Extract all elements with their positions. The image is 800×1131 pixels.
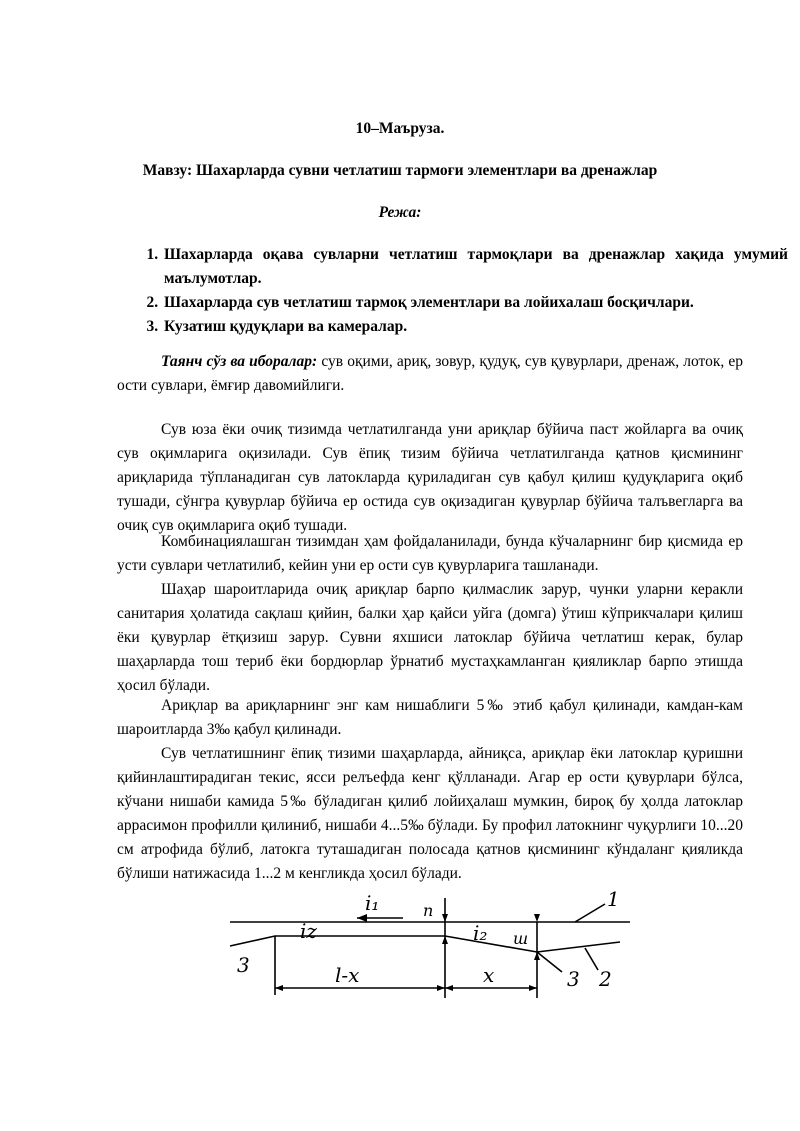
arrow-head-icon [529, 985, 537, 991]
label-3-left: 3 [237, 953, 250, 977]
lecture-topic: Мавзу: Шахарларда сувни четлатиш тармоғи элементлари ва дренажлар [142, 162, 658, 179]
label-i2-right: i₂ [473, 921, 488, 945]
leader-1 [575, 904, 605, 922]
label-span-left: l-x [335, 963, 360, 987]
keywords-paragraph [117, 350, 743, 398]
paragraph-5: Сув четлатишнинг ёпиқ тизими шаҳарларда, айниқса, ариқлар ёки латоклар қуришни қийинлаштирадиган текис, ясси релъефда кенг қўлланади. Агар ер ости қувурлари бўлса, кўчани нишаби камида 5‰ бўладиган қилиб лойиҳалаш мумкин, бироқ бу ҳолда латоклар аррасимон профилли қилиниб, нишаби 4...5‰ бўлади. Бу профил латокнинг чуқурлиги 10...20 см атрофида бўлиб, латокга туташадиган полосада қатнов қисмининг кўндаланг қияликда бўлиши натижасида 1...2 м кенгликда ҳосил бўлади. [117, 745, 743, 882]
plan-item: 3. Кузатиш қудуқлари ва камералар. [162, 315, 788, 339]
label-h-right: ш [513, 929, 529, 948]
gutter-profile-diagram [225, 880, 635, 1000]
arrow-head-icon [437, 985, 445, 991]
arrow-head-icon [534, 914, 540, 922]
plan-list [118, 243, 788, 339]
plan-item: 2. Шахарларда сув четлатиш тармоқ элементлари ва лойихалаш босқичлари. [162, 291, 788, 315]
label-h-left: п [423, 901, 434, 920]
label-2: 2 [599, 967, 612, 991]
keywords-text: сув оқими, ариқ, зовур, қудуқ, сув қувурлари, дренаж, лоток, ер ости сувлари, ёмғир давомийлиги. [117, 353, 743, 394]
arrow-head-icon [357, 914, 367, 922]
plan-item: 1. Шахарларда оқава сувларни четлатиш тармоқлари ва дренажлар хақида умумий маълумотлар. [162, 243, 788, 291]
arrow-head-icon [445, 985, 453, 991]
leader-2 [585, 948, 598, 970]
label-span-right: x [483, 963, 495, 987]
paragraph-1: Сув юза ёки очиқ тизимда четлатилганда уни ариқлар бўйича паст жойларга ва очиқ сув оқимларига оқизилади. Сув ёпиқ тизим бўйича четлатилганда қатнов қисмининг ариқларида тўпланадиган сув латокларда қуриладиган сув қабул қилиш қудуқларига оқиб тушади, сўнгра қувурлар бўйича ер остида сув оқизадиган қувурлар бўйича талъвегларга ва очиқ сув оқимларига оқиб тушади. [117, 421, 743, 534]
label-3-right: 3 [567, 967, 580, 991]
paragraph-4: Ариқлар ва ариқларнинг энг кам нишаблиги 5‰ этиб қабул қилинади, камдан-кам шароитларда 3‰ қабул қилинади. [117, 697, 743, 738]
gutter-bottom-line [230, 936, 620, 952]
label-i1: i₁ [365, 891, 380, 915]
paragraph-2: Комбинациялашган тизимдан ҳам фойдаланилади, бунда кўчаларнинг бир қисмида ер усти сувлари четлатилиб, кейин уни ер ости сув қувурларига ташланади. [117, 533, 743, 574]
keywords-label: Таянч сўз ва иборалар: [161, 353, 318, 370]
arrow-head-icon [442, 936, 448, 944]
arrow-head-icon [275, 985, 283, 991]
label-1: 1 [607, 887, 620, 911]
leader-3 [537, 952, 562, 972]
paragraph-3: Шаҳар шароитларида очиқ ариқлар барпо қилмаслик зарур, чунки уларни керакли санитария ҳолатида сақлаш қийин, балки ҳар қайси уйга (домга) ўтиш кўприкчалари қилиш ёки қувурлар ётқизиш зарур. Сувни яхшиси латоклар бўйича четлатиш керак, булар шаҳарларда тош териб ёки бордюрлар ўрнатиб мустаҳкамланган қияликлар барпо этишда ҳосил бўлади. [117, 581, 743, 694]
plan-heading: Режа: [378, 204, 422, 221]
arrow-head-icon [442, 914, 448, 922]
label-i2-left: iz [300, 919, 317, 943]
lecture-title: 10–Маъруза. [355, 120, 445, 137]
